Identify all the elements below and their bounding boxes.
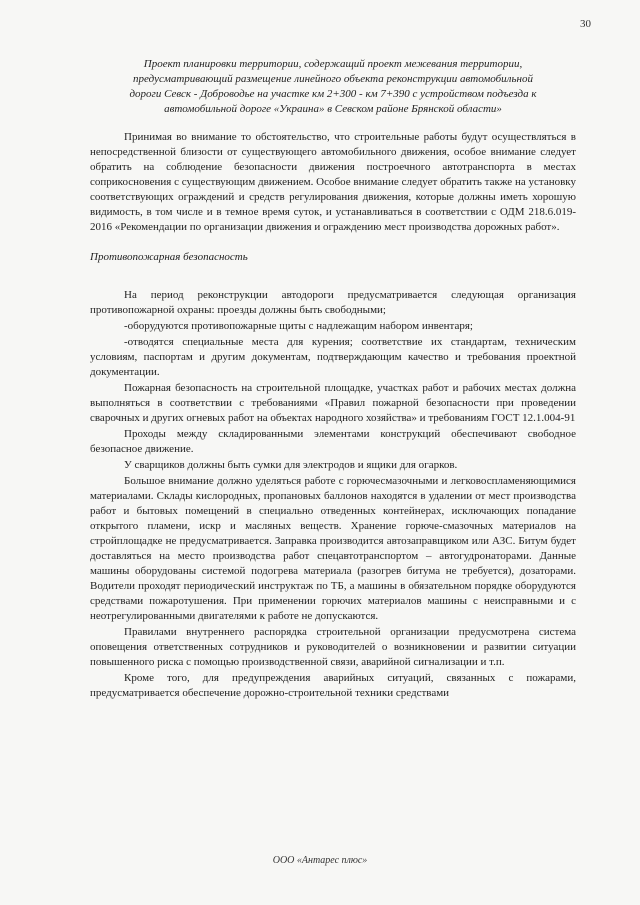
paragraph: -оборудуются противопожарные щиты с надлежащим набором инвентаря;: [124, 320, 473, 332]
header-line: предусматривающий размещение линейного объекта реконструкции автомобильной: [133, 73, 533, 85]
paragraph: На период реконструкции автодороги предусматривается следующая организация противопожарной охраны: проезды должны быть свободными;: [90, 289, 576, 316]
header-line: Проект планировки территории, содержащий проект межевания территории,: [143, 58, 523, 70]
section-title: Противопожарная безопасность: [90, 251, 248, 263]
paragraph: У сварщиков должны быть сумки для электродов и ящики для огарков.: [124, 459, 458, 471]
header-line: дороги Севск - Доброводье на участке км 2+300 - км 7+390 с устройством подъезда к: [129, 88, 537, 100]
page-number: 30: [580, 18, 591, 30]
page-footer: ООО «Антарес плюс»: [272, 855, 368, 866]
paragraph: -отводятся специальные места для курения; соответствие их стандартам, техническим условиям, паспортам и другим документам, подтверждающим качество и требования проектной документации.: [90, 336, 576, 378]
paragraph: Кроме того, для предупреждения аварийных ситуаций, связанных с пожарами, предусматривается обеспечение дорожно-строительной техники средствами: [90, 672, 576, 699]
document-header: [90, 57, 576, 117]
paragraph: Принимая во внимание то обстоятельство, что строительные работы будут осуществляться в непосредственной близости от существующего автомобильного движения, особое внимание следует обратить на соблюдение безопасности движения построечного автотранспорта в местах соприкосновения с существующим движением. Особое внимание следует обратить также на установку соответствующих ограждений и средств регулирования движения, которые должны иметь хорошую видимость, в том числе и в темное время суток, и устанавливаться в соответствии с ОДМ 218.6.019-2016 «Рекомендации по организации движения и ограждению мест производства дорожных работ».: [90, 131, 576, 233]
header-line: автомобильной дороге «Украина» в Севском районе Брянской области»: [164, 103, 502, 115]
paragraph: Проходы между складированными элементами конструкций обеспечивают свободное безопасное движение.: [90, 428, 576, 455]
paragraph: Пожарная безопасность на строительной площадке, участках работ и рабочих местах должна выполняться в соответствии с требованиями «Правил пожарной безопасности при проведении сварочных и других огневых работ на объектах народного хозяйства» и требованиям ГОСТ 12.1.004-91: [90, 382, 576, 424]
paragraph: Большое внимание должно уделяться работе с горючесмазочными и легковоспламеняющимися материалами. Склады кислородных, пропановых баллонов находятся в удалении от мест производства работ и бытовых помещений в специально отведенных контейнерах, исключающих попадание открытого пламени, искр и масляных веществ. Хранение горюче-смазочных материалов на стройплощадке не предусматривается. Заправка производится автозаправщиком или АЗС. Битум будет доставляться на место производства работ спецавтотранспортом – автогудронаторами. Данные машины оборудованы системой подогрева материала (разогрев битума не требуется), дозаторами. Водители проходят периодический инструктаж по ТБ, а машины в обязательном порядке оборудуются средствами пожаротушения. При применении горючих материалов машины с неисправными и с неотрегулированными двигателями к работе не допускаются.: [90, 475, 576, 622]
document-body: [90, 130, 576, 702]
paragraph: Правилами внутреннего распорядка строительной организации предусмотрена система оповещения ответственных сотрудников и руководителей о возникновении и развитии ситуации повышенного риска с помощью производственной связи, аварийной сигнализации и т.п.: [90, 626, 576, 668]
